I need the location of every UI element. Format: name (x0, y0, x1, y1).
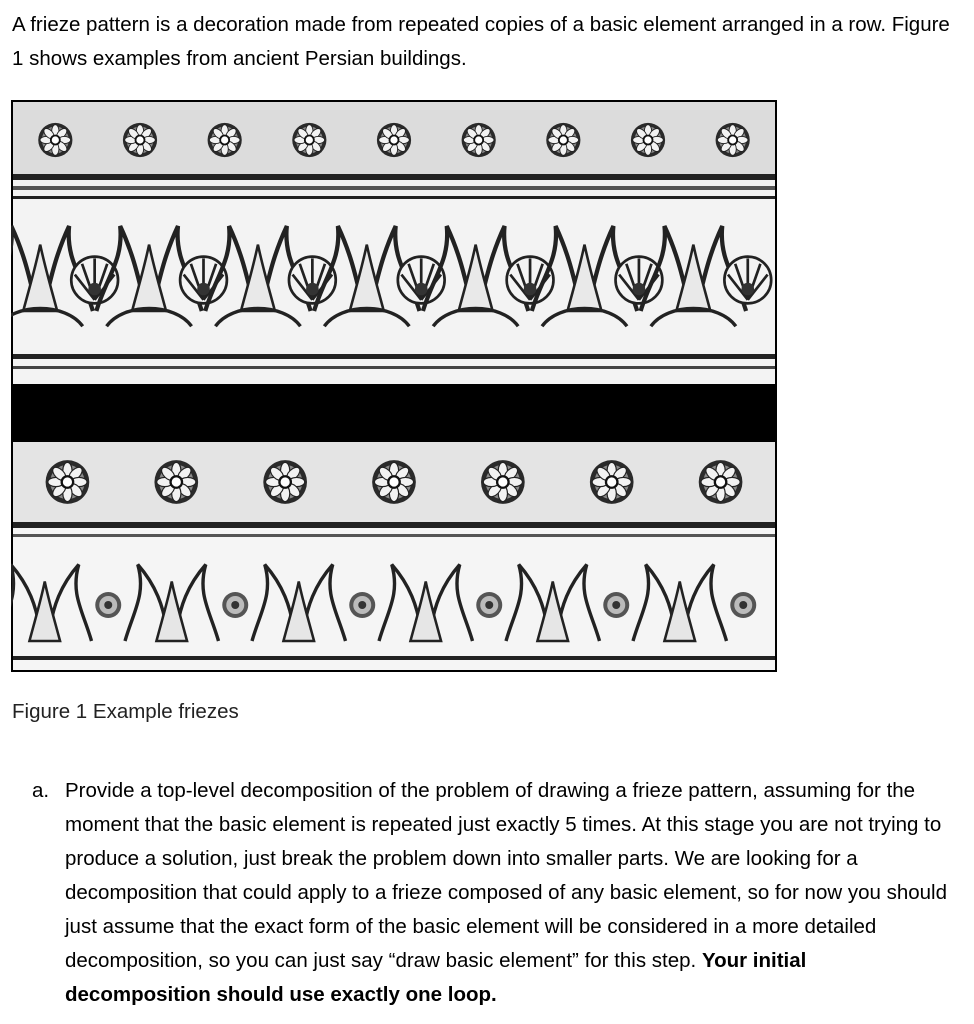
top-rosette (292, 123, 326, 157)
top-shell-motif (507, 257, 554, 304)
bottom-small-rosette (222, 592, 248, 618)
top-frieze-border (13, 354, 775, 359)
top-rosette (377, 123, 411, 157)
top-rosette (208, 123, 242, 157)
top-rosette (462, 123, 496, 157)
top-shell-motif (180, 257, 227, 304)
question-label: a. (32, 779, 50, 802)
question-a (32, 774, 952, 1012)
question-body (65, 774, 952, 1012)
bottom-rosette (699, 460, 743, 504)
top-rosette-row (38, 123, 750, 157)
top-frieze-border (13, 186, 775, 190)
top-rosette (546, 123, 580, 157)
top-rosette (716, 123, 750, 157)
top-shell-motif (398, 257, 445, 304)
top-rosette (123, 123, 157, 157)
bottom-frieze-border (13, 522, 775, 528)
bottom-small-rosette (603, 592, 629, 618)
bottom-rosette (372, 460, 416, 504)
frieze-illustration (11, 100, 777, 672)
bottom-small-rosette (476, 592, 502, 618)
top-frieze-border (13, 196, 775, 199)
bottom-small-rosette (730, 592, 756, 618)
top-rosette (38, 123, 72, 157)
frieze-figure (11, 100, 777, 672)
bottom-frieze-border (13, 656, 775, 660)
bottom-rosette (46, 460, 90, 504)
intro-paragraph: A frieze pattern is a decoration made from repeated copies of a basic element arranged in a row. Figure 1 shows examples from ancient Persian buildings. (12, 13, 950, 70)
top-frieze-border (13, 366, 775, 369)
bottom-rosette (154, 460, 198, 504)
question-text: Provide a top-level decomposition of the problem of drawing a frieze pattern, assuming for the moment that the basic element is repeated just exactly 5 times. At this stage you are not trying to produce a solution, just break the problem down into smaller parts. We are looking for a decomposition that could apply to a frieze composed of any basic element, so for now you should just assume that the exact form of the basic element will be considered in a more detailed decomposition, so you can just say “draw basic element” for this step. (65, 779, 948, 972)
bottom-frieze-border (13, 534, 775, 537)
top-frieze-border (13, 174, 775, 180)
bottom-small-rosette (95, 592, 121, 618)
figure-caption: Figure 1 Example friezes (12, 700, 239, 723)
top-shell-motif (71, 257, 118, 304)
bottom-rosette (263, 460, 307, 504)
top-shell-motif (616, 257, 663, 304)
bottom-small-rosette (349, 592, 375, 618)
bottom-rosette (590, 460, 634, 504)
top-shell-motif (289, 257, 336, 304)
top-shell-motif (724, 257, 771, 304)
top-rosette (631, 123, 665, 157)
bottom-rosette (481, 460, 525, 504)
question-emphasis: Your initial decomposition should use exactly one loop. (65, 949, 807, 1006)
